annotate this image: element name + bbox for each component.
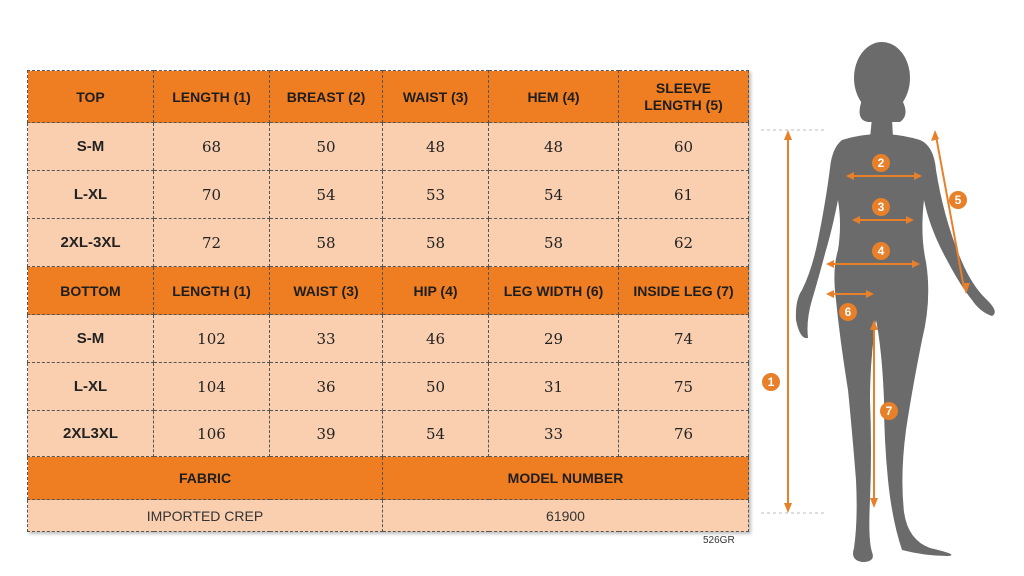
- marker-label: 4: [877, 244, 885, 258]
- table-cell: 46: [383, 315, 489, 363]
- size-cell: L-XL: [28, 171, 154, 219]
- table-cell: 54: [383, 411, 489, 457]
- product-code: 526GR: [703, 535, 735, 546]
- table-cell: 61: [619, 171, 749, 219]
- size-cell: S-M: [28, 123, 154, 171]
- size-chart-table: [27, 70, 749, 532]
- table-cell: 48: [489, 123, 619, 171]
- top-header-cell: SLEEVE LENGTH (5): [619, 71, 749, 123]
- table-cell: 50: [270, 123, 383, 171]
- bottom-header-cell: BOTTOM: [28, 267, 154, 315]
- table-cell: 33: [270, 315, 383, 363]
- table-cell: 68: [154, 123, 270, 171]
- table-row: [28, 171, 749, 219]
- bottom-header-cell: LENGTH (1): [154, 267, 270, 315]
- table-cell: 72: [154, 219, 270, 267]
- marker-6: [839, 303, 857, 321]
- body-silhouette-figure: [760, 30, 1010, 570]
- marker-label: 5: [954, 193, 962, 207]
- marker-4: [872, 242, 890, 260]
- size-cell: 2XL-3XL: [28, 219, 154, 267]
- fabric-label: FABRIC: [28, 457, 383, 500]
- table-row: [28, 219, 749, 267]
- table-cell: 48: [383, 123, 489, 171]
- table-cell: 53: [383, 171, 489, 219]
- bottom-header-cell: HIP (4): [383, 267, 489, 315]
- table-cell: 62: [619, 219, 749, 267]
- top-header-cell: WAIST (3): [383, 71, 489, 123]
- table-row: [28, 363, 749, 411]
- top-header-row: [28, 71, 749, 123]
- marker-5: [949, 191, 967, 209]
- bottom-header-cell: INSIDE LEG (7): [619, 267, 749, 315]
- fabric-value: IMPORTED CREP: [28, 500, 383, 532]
- marker-label: 3: [877, 200, 885, 214]
- marker-label: 1: [767, 375, 775, 389]
- table-cell: 58: [270, 219, 383, 267]
- table-row: [28, 411, 749, 457]
- table-cell: 50: [383, 363, 489, 411]
- table-cell: 70: [154, 171, 270, 219]
- bottom-header-cell: WAIST (3): [270, 267, 383, 315]
- top-header-cell: BREAST (2): [270, 71, 383, 123]
- size-cell: L-XL: [28, 363, 154, 411]
- bottom-header-cell: LEG WIDTH (6): [489, 267, 619, 315]
- table-cell: 104: [154, 363, 270, 411]
- size-cell: 2XL3XL: [28, 411, 154, 457]
- table-cell: 58: [489, 219, 619, 267]
- table-cell: 58: [383, 219, 489, 267]
- marker-1: [762, 373, 780, 391]
- table-cell: 102: [154, 315, 270, 363]
- table-cell: 75: [619, 363, 749, 411]
- footer-value-row: [28, 500, 749, 532]
- table-row: [28, 123, 749, 171]
- silhouette-shape: [796, 42, 995, 562]
- table-row: [28, 315, 749, 363]
- top-header-cell: LENGTH (1): [154, 71, 270, 123]
- marker-2: [872, 154, 890, 172]
- table-cell: 54: [489, 171, 619, 219]
- marker-label: 6: [844, 305, 852, 319]
- table-cell: 31: [489, 363, 619, 411]
- table-cell: 106: [154, 411, 270, 457]
- table-cell: 74: [619, 315, 749, 363]
- model-number-value: 61900: [383, 500, 749, 532]
- marker-3: [872, 198, 890, 216]
- marker-label: 7: [885, 404, 893, 418]
- marker-label: 2: [877, 156, 885, 170]
- top-header-cell: HEM (4): [489, 71, 619, 123]
- table-cell: 29: [489, 315, 619, 363]
- bottom-header-row: [28, 267, 749, 315]
- table-cell: 33: [489, 411, 619, 457]
- table-cell: 76: [619, 411, 749, 457]
- table-cell: 60: [619, 123, 749, 171]
- table-cell: 39: [270, 411, 383, 457]
- footer-header-row: [28, 457, 749, 500]
- table-cell: 54: [270, 171, 383, 219]
- top-header-cell: TOP: [28, 71, 154, 123]
- table-cell: 36: [270, 363, 383, 411]
- marker-7: [880, 402, 898, 420]
- size-cell: S-M: [28, 315, 154, 363]
- model-number-label: MODEL NUMBER: [383, 457, 749, 500]
